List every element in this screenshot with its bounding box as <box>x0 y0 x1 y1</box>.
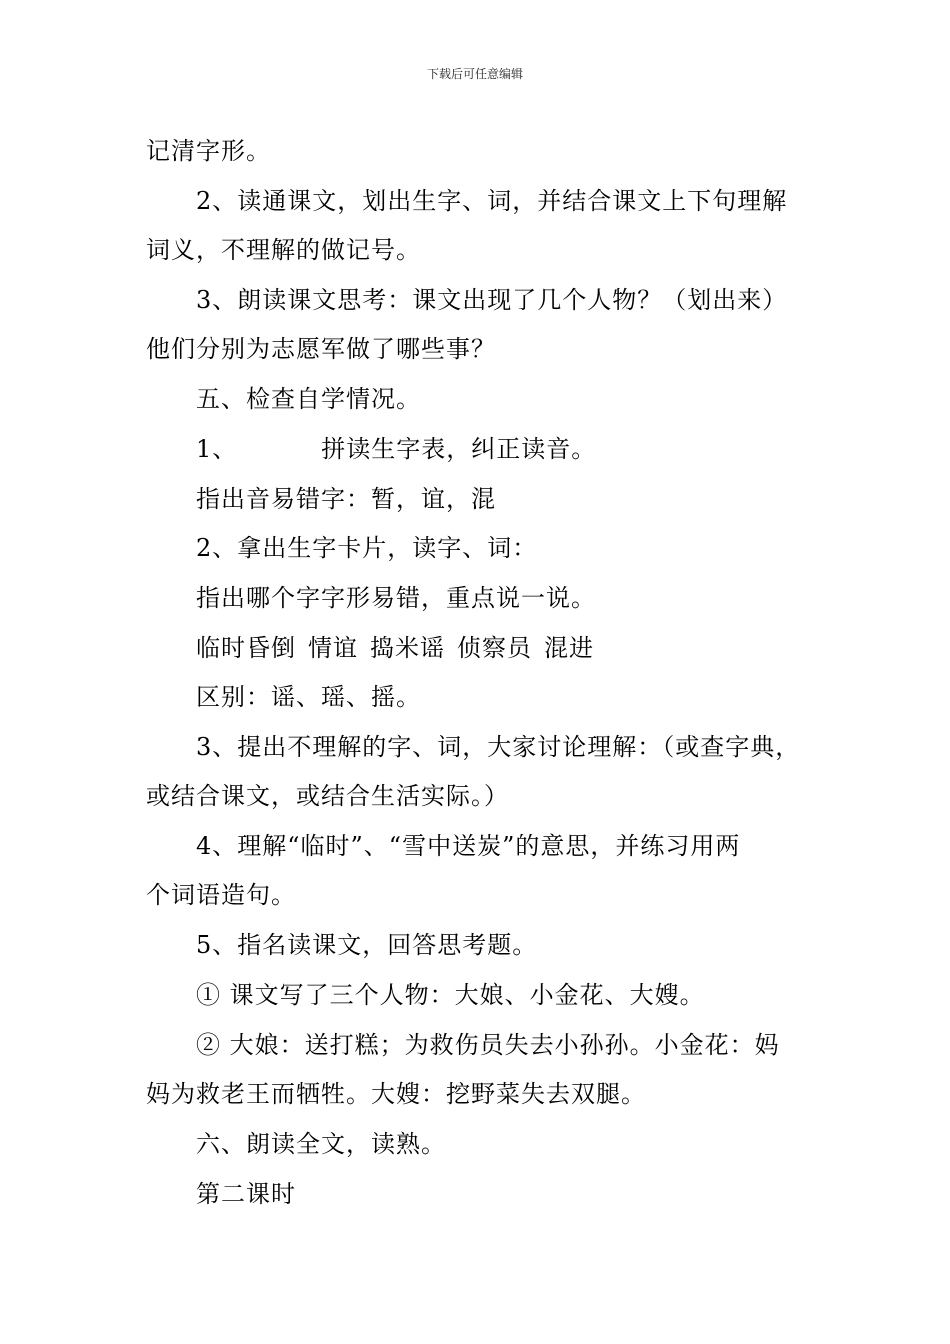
paragraph-line: 记清字形。 <box>146 137 271 165</box>
paragraph-line: 指出音易错字：暂，谊，混 <box>196 485 496 513</box>
paragraph-line: 5、指名读课文，回答思考题。 <box>196 931 538 959</box>
paragraph-line: 词义，不理解的做记号。 <box>146 236 421 264</box>
paragraph-line: ① 课文写了三个人物：大娘、小金花、大嫂。 <box>196 981 705 1009</box>
word-list <box>196 633 594 663</box>
section-heading: 六、朗读全文，读熟。 <box>196 1130 446 1158</box>
paragraph-line: 2、拿出生字卡片，读字、词： <box>196 534 538 562</box>
paragraph-line: 或结合课文，或结合生活实际。） <box>146 782 509 810</box>
page-header: 下载后可任意编辑 <box>426 67 523 81</box>
paragraph-line <box>196 434 596 464</box>
paragraph-line: 3、提出不理解的字、词，大家讨论理解：（或查字典， <box>196 733 801 761</box>
paragraph-line: 4、理解“临时”、“雪中送炭”的意思，并练习用两 <box>196 832 741 860</box>
word-item: 混进 <box>544 634 594 662</box>
word-item: 捣米谣 <box>370 634 445 662</box>
paragraph-line: 他们分别为志愿军做了哪些事？ <box>146 335 496 363</box>
paragraph-line: 指出哪个字字形易错，重点说一说。 <box>196 584 596 612</box>
paragraph-line: 3、朗读课文思考：课文出现了几个人物？（划出来） <box>196 286 788 314</box>
word-item: 侦察员 <box>457 634 532 662</box>
item-text: 拼读生字表，纠正读音。 <box>321 435 597 463</box>
item-number: 1、 <box>196 435 238 463</box>
word-item: 临时昏倒 <box>196 634 296 662</box>
paragraph-line: ② 大娘：送打糕；为救伤员失去小孙孙。小金花：妈 <box>196 1031 780 1059</box>
paragraph-line: 2、读通课文，划出生字、词，并结合课文上下句理解 <box>196 187 788 215</box>
paragraph-line: 区别：谣、瑶、摇。 <box>196 683 421 711</box>
word-item: 情谊 <box>308 634 358 662</box>
lesson-heading: 第二课时 <box>196 1180 296 1208</box>
paragraph-line: 个词语造句。 <box>146 881 296 909</box>
paragraph-line: 妈为救老王而牺牲。大嫂：挖野菜失去双腿。 <box>146 1080 646 1108</box>
section-heading: 五、检查自学情况。 <box>196 385 421 413</box>
